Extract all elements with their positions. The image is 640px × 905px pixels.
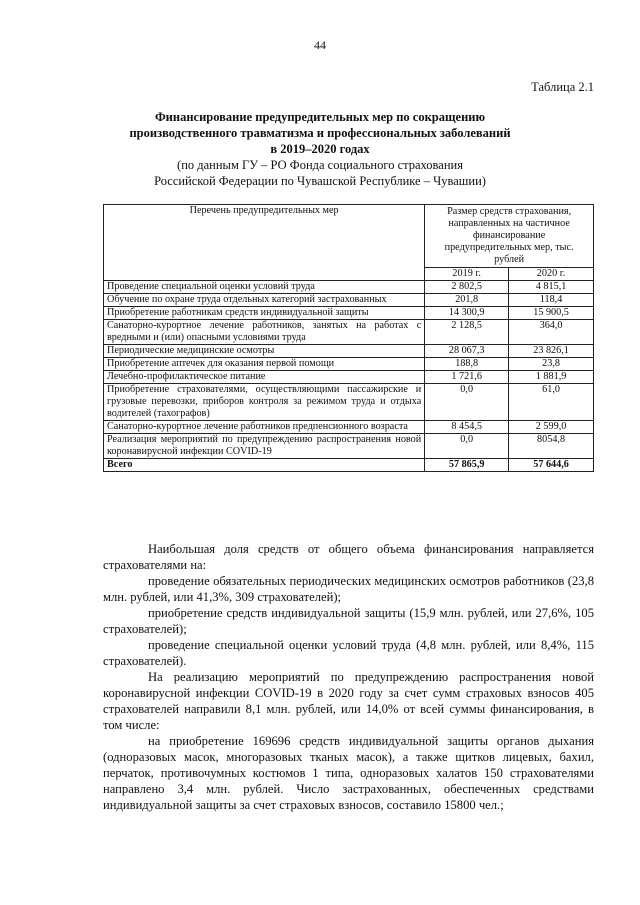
- value-2020: 118,4: [509, 294, 594, 307]
- measure-name: Лечебно-профилактическое питание: [104, 371, 425, 384]
- body-text: [103, 541, 594, 813]
- financing-table: [103, 204, 594, 472]
- header-amount: Размер средств страхования, направленных на частичное финансирование предупредительных мер, тыс. рублей: [425, 205, 594, 268]
- paragraph: приобретение средств индивидуальной защиты (15,9 млн. рублей, или 27,6%, 105 страхователей);: [103, 606, 594, 636]
- table-number: Таблица 2.1: [531, 80, 594, 94]
- table-row: [104, 421, 594, 434]
- measure-name: Проведение специальной оценки условий труда: [104, 281, 425, 294]
- total-2019: 57 865,9: [425, 459, 509, 472]
- total-2020: 57 644,6: [509, 459, 594, 472]
- value-2020: 4 815,1: [509, 281, 594, 294]
- title-source-line: (по данным ГУ – РО Фонда социального страхования: [177, 158, 463, 172]
- paragraph: на приобретение 169696 средств индивидуальной защиты органов дыхания (одноразовых масок, многоразовых тканых масок), а также щитков лицевых, бахил, перчаток, противочумных костюмов 1 типа, одноразовых халатов 150 страхователями направлено 3,4 млн. рублей. Число застрахованных, обеспеченных средствами индивидуальной защиты за счет страховых взносов, составило 15800 чел.;: [103, 734, 594, 812]
- table-row: [104, 434, 594, 459]
- measure-name: Приобретение работникам средств индивидуальной защиты: [104, 307, 425, 320]
- measure-name: Реализация мероприятий по предупреждению распространения новой коронавирусной инфекции COVID-19: [104, 434, 425, 459]
- measure-name: Обучение по охране труда отдельных категорий застрахованных: [104, 294, 425, 307]
- measure-name: Санаторно-курортное лечение работников предпенсионного возраста: [104, 421, 425, 434]
- value-2019: 201,8: [425, 294, 509, 307]
- title-source-line: Российской Федерации по Чувашской Республике – Чувашии): [154, 174, 486, 188]
- value-2019: 2 128,5: [425, 320, 509, 345]
- table-total-row: [104, 459, 594, 472]
- paragraph: проведение обязательных периодических медицинских осмотров работников (23,8 млн. рублей, или 41,3%, 309 страхователей);: [103, 574, 594, 604]
- measure-name: Приобретение страхователями, осуществляющими пассажирские и грузовые перевозки, приборов контроля за режимом труда и отдыха водителей (тахографов): [104, 384, 425, 421]
- title-line: Финансирование предупредительных мер по сокращению: [154, 110, 486, 124]
- header-year-2020: 2020 г.: [509, 268, 594, 281]
- table-row: [104, 358, 594, 371]
- paragraph: проведение специальной оценки условий труда (4,8 млн. рублей, или 8,4%, 115 страхователей).: [103, 638, 594, 668]
- value-2019: 28 067,3: [425, 345, 509, 358]
- value-2020: 61,0: [509, 384, 594, 421]
- table-row: [104, 371, 594, 384]
- table-row: [104, 345, 594, 358]
- value-2020: 15 900,5: [509, 307, 594, 320]
- total-label: Всего: [104, 459, 425, 472]
- paragraph: Наибольшая доля средств от общего объема финансирования направляется страхователями на:: [103, 542, 594, 572]
- table-row: [104, 384, 594, 421]
- measure-name: Санаторно-курортное лечение работников, занятых на работах с вредными и (или) опасными условиями труда: [104, 320, 425, 345]
- value-2019: 0,0: [425, 434, 509, 459]
- value-2020: 23 826,1: [509, 345, 594, 358]
- table-row: [104, 281, 594, 294]
- measure-name: Периодические медицинские осмотры: [104, 345, 425, 358]
- value-2019: 14 300,9: [425, 307, 509, 320]
- measure-name: Приобретение аптечек для оказания первой помощи: [104, 358, 425, 371]
- value-2020: 23,8: [509, 358, 594, 371]
- header-measures: Перечень предупредительных мер: [104, 205, 425, 281]
- header-year-2019: 2019 г.: [425, 268, 509, 281]
- value-2020: 364,0: [509, 320, 594, 345]
- table-row: [104, 307, 594, 320]
- table-row: [104, 320, 594, 345]
- value-2019: 188,8: [425, 358, 509, 371]
- value-2019: 0,0: [425, 384, 509, 421]
- page-number: 44: [314, 38, 326, 52]
- title-line: производственного травматизма и профессиональных заболеваний: [129, 126, 511, 140]
- table-row: [104, 294, 594, 307]
- value-2020: 2 599,0: [509, 421, 594, 434]
- value-2019: 8 454,5: [425, 421, 509, 434]
- value-2020: 1 881,9: [509, 371, 594, 384]
- value-2020: 8054,8: [509, 434, 594, 459]
- table-header-row: [104, 205, 594, 268]
- value-2019: 1 721,6: [425, 371, 509, 384]
- paragraph: На реализацию мероприятий по предупреждению распространения новой коронавирусной инфекции COVID-19 в 2020 году за счет сумм страховых взносов 405 страхователей направили 8,1 млн. рублей, или 14,0% от всей суммы финансирования, в том числе:: [103, 670, 594, 732]
- title-line: в 2019–2020 годах: [270, 142, 370, 156]
- table-title: [80, 109, 560, 189]
- value-2019: 2 802,5: [425, 281, 509, 294]
